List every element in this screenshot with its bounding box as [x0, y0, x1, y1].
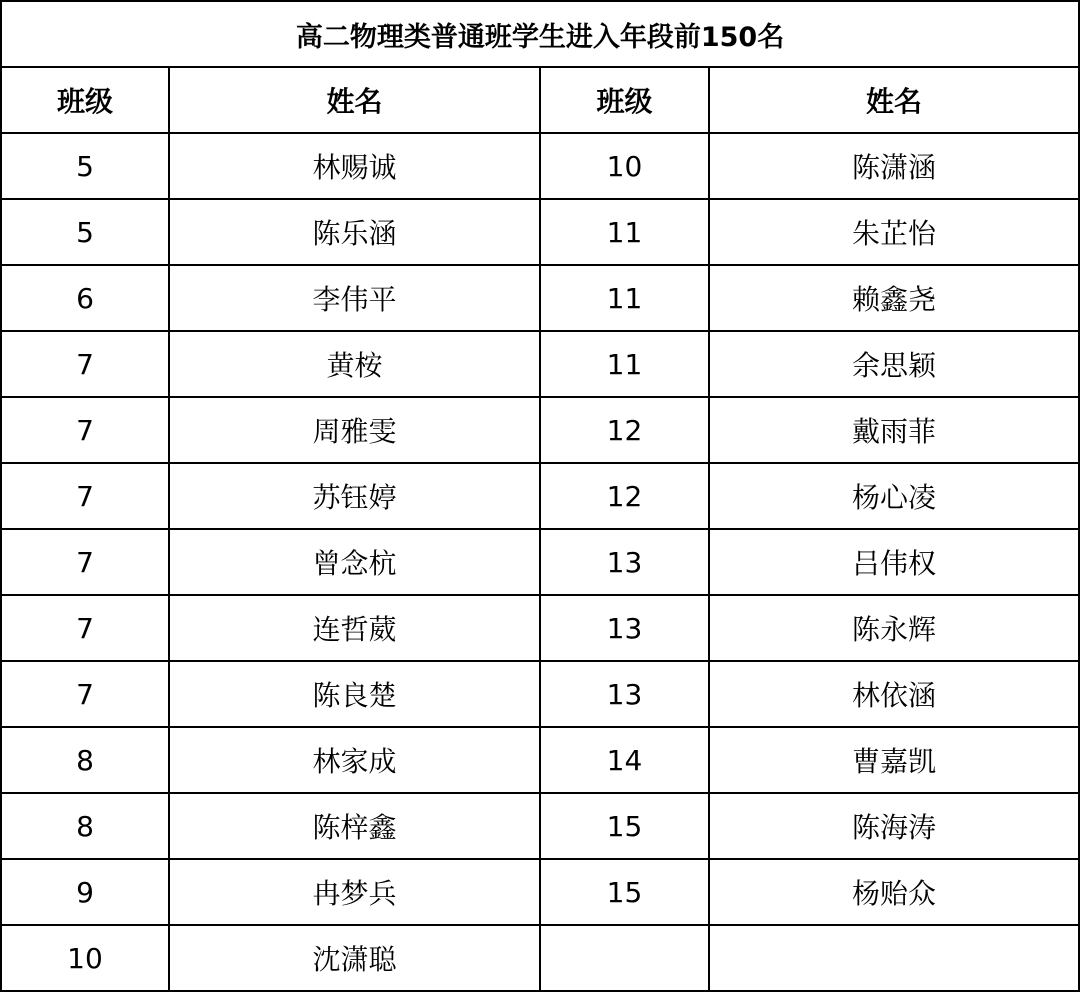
cell-class-right: 13 — [540, 595, 709, 661]
cell-class-right: 13 — [540, 661, 709, 727]
cell-name-right: 余思颖 — [709, 331, 1079, 397]
cell-name-right: 杨贻众 — [709, 859, 1079, 925]
column-header-class-left: 班级 — [1, 67, 169, 133]
cell-class-left: 7 — [1, 661, 169, 727]
cell-class-left: 7 — [1, 397, 169, 463]
cell-class-right: 15 — [540, 859, 709, 925]
table-row — [1, 727, 1079, 793]
cell-name-left: 林赐诚 — [169, 133, 540, 199]
cell-class-right: 14 — [540, 727, 709, 793]
cell-name-right: 赖鑫尧 — [709, 265, 1079, 331]
cell-name-right: 陈永辉 — [709, 595, 1079, 661]
cell-class-right: 11 — [540, 265, 709, 331]
cell-name-left: 曾念杭 — [169, 529, 540, 595]
cell-name-left: 林家成 — [169, 727, 540, 793]
cell-name-left: 沈潇聪 — [169, 925, 540, 991]
table-row — [1, 331, 1079, 397]
column-header-name-left: 姓名 — [169, 67, 540, 133]
cell-name-left: 陈乐涵 — [169, 199, 540, 265]
table-row — [1, 529, 1079, 595]
table-row — [1, 199, 1079, 265]
cell-class-right — [540, 925, 709, 991]
cell-class-left: 6 — [1, 265, 169, 331]
table-row — [1, 463, 1079, 529]
table-row — [1, 595, 1079, 661]
cell-name-left: 陈良楚 — [169, 661, 540, 727]
table-body — [1, 133, 1079, 991]
cell-name-left: 连哲葳 — [169, 595, 540, 661]
cell-class-right: 10 — [540, 133, 709, 199]
cell-name-left: 冉梦兵 — [169, 859, 540, 925]
table-row — [1, 925, 1079, 991]
table-row — [1, 265, 1079, 331]
cell-name-right: 杨心凌 — [709, 463, 1079, 529]
cell-class-left: 7 — [1, 331, 169, 397]
column-header-name-right: 姓名 — [709, 67, 1079, 133]
cell-class-right: 11 — [540, 199, 709, 265]
cell-name-right — [709, 925, 1079, 991]
cell-class-left: 5 — [1, 133, 169, 199]
cell-class-left: 8 — [1, 727, 169, 793]
cell-name-left: 苏钰婷 — [169, 463, 540, 529]
cell-class-right: 15 — [540, 793, 709, 859]
cell-class-left: 5 — [1, 199, 169, 265]
cell-class-right: 11 — [540, 331, 709, 397]
cell-class-left: 9 — [1, 859, 169, 925]
cell-name-left: 周雅雯 — [169, 397, 540, 463]
cell-name-left: 陈梓鑫 — [169, 793, 540, 859]
table-title: 高二物理类普通班学生进入年段前150名 — [1, 1, 1079, 67]
table-row — [1, 859, 1079, 925]
cell-name-left: 李伟平 — [169, 265, 540, 331]
cell-name-right: 陈潇涵 — [709, 133, 1079, 199]
column-header-class-right: 班级 — [540, 67, 709, 133]
cell-class-right: 12 — [540, 463, 709, 529]
cell-name-right: 曹嘉凯 — [709, 727, 1079, 793]
cell-class-right: 12 — [540, 397, 709, 463]
cell-class-left: 8 — [1, 793, 169, 859]
cell-name-right: 戴雨菲 — [709, 397, 1079, 463]
title-row — [1, 1, 1079, 67]
header-row — [1, 67, 1079, 133]
cell-class-left: 7 — [1, 595, 169, 661]
cell-class-right: 13 — [540, 529, 709, 595]
table-row — [1, 661, 1079, 727]
cell-name-right: 吕伟权 — [709, 529, 1079, 595]
table-row — [1, 793, 1079, 859]
cell-name-right: 陈海涛 — [709, 793, 1079, 859]
cell-class-left: 7 — [1, 463, 169, 529]
table-row — [1, 133, 1079, 199]
cell-class-left: 7 — [1, 529, 169, 595]
cell-name-right: 林依涵 — [709, 661, 1079, 727]
cell-class-left: 10 — [1, 925, 169, 991]
table-row — [1, 397, 1079, 463]
cell-name-right: 朱芷怡 — [709, 199, 1079, 265]
cell-name-left: 黄桉 — [169, 331, 540, 397]
